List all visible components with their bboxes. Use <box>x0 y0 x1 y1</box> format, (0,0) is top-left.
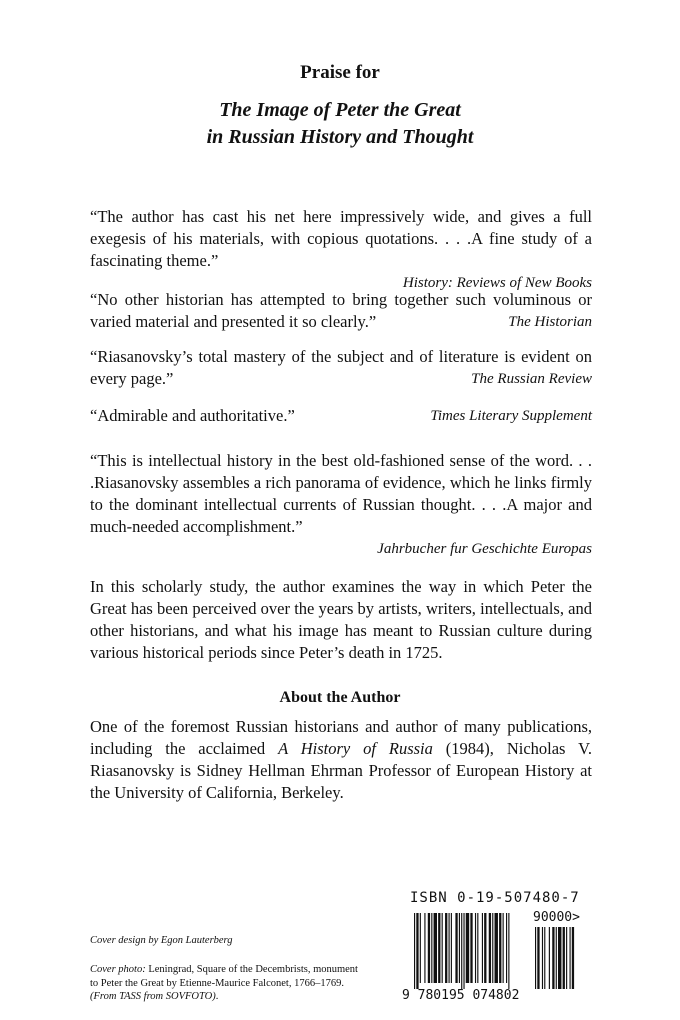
quote-source: Times Literary Supplement <box>430 408 592 424</box>
book-title-line-2: in Russian History and Thought <box>206 126 474 148</box>
about-author-heading: About the Author <box>279 689 401 706</box>
quote-2 <box>90 289 592 333</box>
barcode-bar <box>461 913 462 989</box>
barcode-bar <box>431 913 432 983</box>
addon-bar <box>549 927 550 989</box>
barcode-bar <box>495 913 498 983</box>
barcode-bar <box>428 913 430 983</box>
barcode-bar <box>503 913 504 983</box>
barcode-bar <box>455 913 457 983</box>
quote-source: The Russian Review <box>471 371 592 387</box>
addon-bar <box>566 927 567 989</box>
quote-3 <box>90 346 592 390</box>
barcode-bar <box>445 913 447 983</box>
barcode-bar <box>438 913 440 983</box>
addon-bar <box>563 927 565 989</box>
barcode-bar <box>451 913 452 983</box>
praise-heading: Praise for <box>300 62 380 83</box>
cover-design-credit: Cover design by Egon Lauterberg <box>90 935 233 946</box>
barcode-bar <box>466 913 469 983</box>
barcode-bar <box>459 913 460 983</box>
barcode-bar <box>475 913 476 983</box>
barcode-bar <box>470 913 472 983</box>
quote-text: “Admirable and authoritative.” <box>90 406 295 425</box>
book-title <box>0 97 680 151</box>
cover-photo-credit: Cover photo: Leningrad, Square of the Decembrists, monument to Peter the Great by Etienne-Maurice Falconet, 1766–1769. (From TASS from SOVFOTO). <box>90 964 358 1002</box>
isbn-label: ISBN 0-19-507480-7 <box>410 890 580 906</box>
addon-bar <box>558 927 561 989</box>
barcode-bar <box>463 913 464 989</box>
barcode-bar <box>506 913 507 983</box>
barcode-bar <box>477 913 478 983</box>
quote-source: History: Reviews of New Books <box>402 275 592 291</box>
barcode-bar <box>434 913 437 983</box>
quote-text: “This is intellectual history in the best old-fashioned sense of the word. . . .Riasanovsky assembles a rich panorama of evidence, which he links firmly to the dominant intellectual currents of Russian thought. . . .A major and much-needed accomplishment.” <box>90 451 592 536</box>
quote-text: “No other historian has attempted to bring together such voluminous or varied material and presented it so clearly.” <box>90 290 592 331</box>
addon-bar <box>542 927 543 989</box>
barcode-bar <box>420 913 421 983</box>
addon-bar <box>537 927 539 989</box>
book-description: In this scholarly study, the author examines the way in which Peter the Great has been perceived over the years by artists, writers, intellectuals, and other historians, and what his image has meant to Russian culture during various historical periods since Peter’s death in 1725. <box>90 577 592 662</box>
quote-4 <box>90 405 592 427</box>
ean-number: 9 780195 074802 <box>402 988 520 1002</box>
addon-bar <box>544 927 545 989</box>
book-title-line-1: The Image of Peter the Great <box>219 99 461 121</box>
barcode-bar <box>414 913 415 989</box>
addon-bar <box>570 927 571 989</box>
addon-bar <box>535 927 536 989</box>
quote-source: Jahrbucher fur Geschichte Europas <box>377 541 592 557</box>
quote-text: “Riasanovsky’s total mastery of the subject and of literature is evident on every page.” <box>90 347 592 388</box>
barcode-bar <box>499 913 501 983</box>
addon-bar <box>556 927 557 989</box>
barcode-bar <box>424 913 425 983</box>
barcode-bar <box>508 913 509 989</box>
addon-bar <box>572 927 574 989</box>
price-code: 90000> <box>533 910 580 925</box>
addon-bar <box>552 927 554 989</box>
history-of-russia-title: A History of Russia <box>278 739 433 758</box>
quote-text: “The author has cast his net here impressively wide, and gives a full exegesis of his materials, with copious quotations. . . .A fine study of a fascinating theme.” <box>90 207 592 270</box>
barcode-bar <box>492 913 493 983</box>
barcode-image <box>400 907 606 1002</box>
barcode-bar <box>416 913 418 989</box>
quote-5 <box>90 450 592 560</box>
barcode-bar <box>489 913 491 983</box>
about-author-text: One of the foremost Russian historians and author of many publications, including the acclaimed A History of Russia (1984), Nicholas V. Riasanovsky is Sidney Hellman Ehrman Professor of European History at the University of California, Berkeley. <box>90 717 592 802</box>
quote-1 <box>90 206 592 294</box>
barcode-bar <box>449 913 450 983</box>
barcode-bar <box>484 913 486 983</box>
barcode-bar <box>482 913 483 983</box>
barcode-bar <box>442 913 443 983</box>
quote-source: The Historian <box>508 314 592 330</box>
